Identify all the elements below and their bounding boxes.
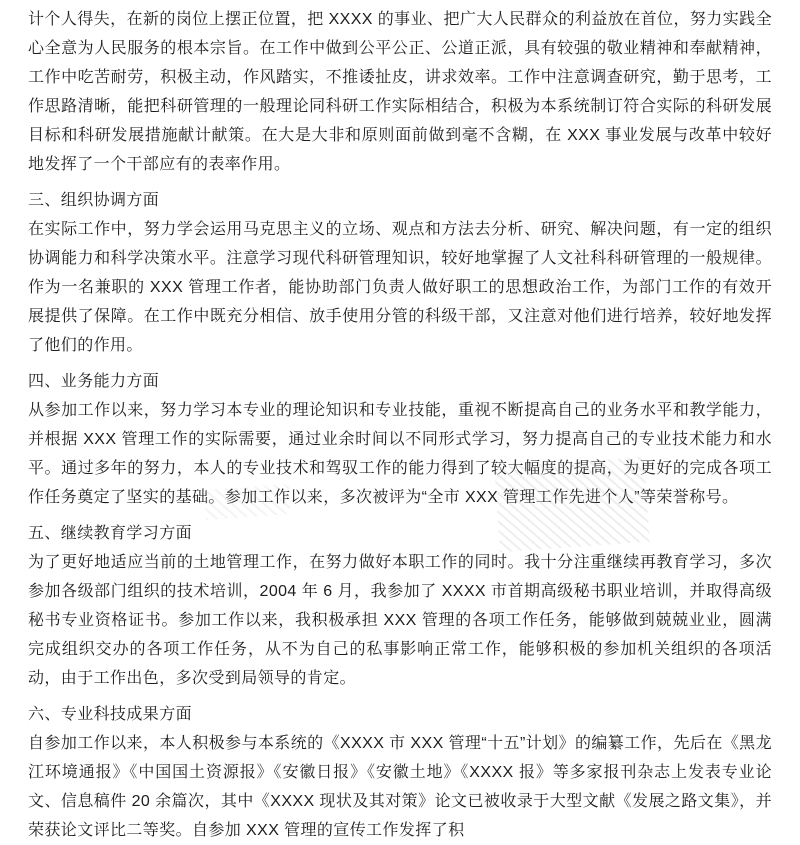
section-heading: 五、继续教育学习方面: [28, 525, 193, 542]
body-paragraph: 为了更好地适应当前的土地管理工作，在努力做好本职工作的同时。我十分注重继续再教育学习，多次参加各级部门组织的技术培训，2004 年 6 月，我参加了 XXXX 市首期高级秘书职业培训，并取得高级秘书专业资格证书。参加工作以来，我积极承担 XXX 管理的各项工作任务，能够做到兢兢业业，圆满完成组织交办的各项工作任务，从不为自己的私事影响正常工作，能够积极的参加机关组织的各项活动，由于工作出色，多次受到局领导的肯定。: [28, 554, 772, 687]
section-heading: 三、组织协调方面: [28, 192, 160, 209]
document-body: [28, 5, 772, 845]
body-paragraph: 自参加工作以来，本人积极参与本系统的《XXXX 市 XXX 管理“十五”计划》的编纂工作，先后在《黑龙江环境通报》《中国国土资源报》《安徽日报》《安徽土地》《XXXX 报》等多家报刊杂志上发表专业论文、信息稿件 20 余篇次，其中《XXXX 现状及其对策》论文已被收录于大型文献《发展之路文集》，并荣获论文评比二等奖。自参加 XXX 管理的宣传工作发挥了积: [28, 735, 772, 839]
body-paragraph: 在实际工作中，努力学会运用马克思主义的立场、观点和方法去分析、研究、解决问题，有一定的组织协调能力和科学决策水平。注意学习现代科研管理知识，较好地掌握了人文社科科研管理的一般规律。作为一名兼职的 XXX 管理工作者，能协助部门负责人做好职工的思想政治工作，为部门工作的有效开展提供了保障。在工作中既充分相信、放手使用分管的科级干部，又注意对他们进行培养，较好地发挥了他们的作用。: [28, 221, 772, 354]
body-paragraph: 计个人得失，在新的岗位上摆正位置，把 XXXX 的事业、把广大人民群众的利益放在首位，努力实践全心全意为人民服务的根本宗旨。在工作中做到公平公正、公道正派，具有较强的敬业精神和奉献精神，工作中吃苦耐劳，积极主动，作风踏实，不推诿扯皮，讲求效率。工作中注意调查研究，勤于思考，工作思路清晰，能把科研管理的一般理论同科研工作实际相结合，积极为本系统制订符合实际的科研发展目标和科研发展措施献计献策。在大是大非和原则面前做到毫不含糊，在 XXX 事业发展与改革中较好地发挥了一个干部应有的表率作用。: [28, 11, 772, 173]
section-heading: 四、业务能力方面: [28, 373, 160, 390]
section-heading: 六、专业科技成果方面: [28, 706, 193, 723]
body-paragraph: 从参加工作以来，努力学习本专业的理论知识和专业技能，重视不断提高自己的业务水平和教学能力，并根据 XXX 管理工作的实际需要，通过业余时间以不同形式学习，努力提高自己的专业技术能力和水平。通过多年的努力，本人的专业技术和驾驭工作的能力得到了较大幅度的提高，为更好的完成各项工作任务奠定了坚实的基础。参加工作以来，多次被评为“全市 XXX 管理工作先进个人”等荣誉称号。: [28, 402, 772, 506]
